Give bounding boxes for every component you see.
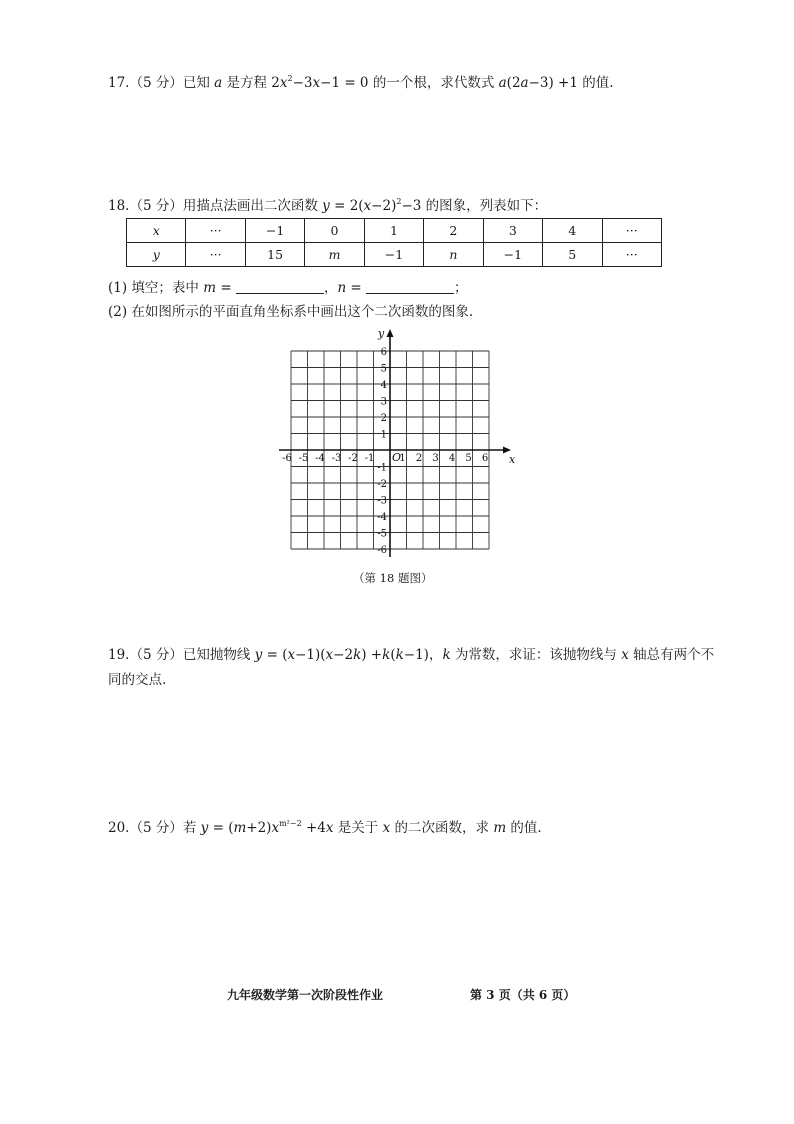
q20-exponent: m²−2 [279, 819, 302, 828]
q19-x3: x [621, 647, 629, 663]
table-cell: 3 [483, 219, 542, 243]
answer-blank-n[interactable] [366, 281, 454, 294]
q18-prefix: 18.（5 分）用描点法画出二次函数 [108, 198, 323, 214]
q19-prefix: 19.（5 分）已知抛物线 [108, 647, 255, 663]
q19-k4: k [442, 647, 451, 663]
axis-labels [282, 327, 516, 556]
q20-m1: m [233, 820, 247, 836]
part1-eq: = [216, 280, 236, 296]
x-tick-label: -4 [315, 453, 325, 464]
q19-x1: x [287, 647, 296, 663]
x-tick-label: 5 [465, 453, 472, 464]
table-header-x: x [152, 223, 160, 238]
table-row-x [127, 219, 662, 243]
q18-y: y [322, 198, 330, 214]
q17-eq-tail: −1 = 0 的一个根，求代数式 [320, 75, 499, 91]
y-tick-label: 3 [380, 396, 387, 408]
part1-prefix: (1) 填空；表中 [108, 280, 204, 296]
y-tick-label: -4 [377, 512, 387, 523]
table-cell: 15 [245, 243, 304, 267]
q17-x2: x [312, 75, 321, 91]
q18-part-2: (2) 在如图所示的平面直角坐标系中画出这个二次函数的图象. [108, 304, 474, 320]
q20-end: 的值. [506, 820, 542, 836]
table-cell [424, 243, 483, 267]
y-axis-label: y [378, 327, 385, 340]
table-cell: −1 [364, 243, 423, 267]
q20-mid: 是关于 [333, 820, 383, 836]
q17-a2: a [498, 75, 507, 91]
q17-eq-rest: −3 [292, 75, 313, 91]
q17-sq: 2 [287, 74, 293, 83]
q17-mid: 是方程 2 [222, 75, 280, 91]
part1-m: m [203, 280, 217, 296]
question-17 [108, 71, 614, 91]
q17-x1: x [279, 75, 288, 91]
q20-prefix: 20.（5 分）若 [108, 820, 201, 836]
x-tick-label: 4 [448, 453, 456, 464]
x-tick-label: -3 [331, 453, 342, 464]
question-19-line-2: 同的交点. [108, 672, 167, 688]
q19-y: y [254, 647, 263, 663]
q17-prefix: 17.（5 分）已知 [108, 75, 215, 91]
footer-page-number: 第 3 页（共 6 页） [470, 988, 576, 1002]
q18-part-1 [108, 276, 468, 296]
x-tick-label: -2 [348, 453, 358, 464]
q17-end: −3) +1 的值. [528, 75, 614, 91]
table-cell: ··· [186, 219, 245, 243]
q20-eq3: +4 [301, 820, 326, 836]
y-tick-label: 4 [380, 380, 387, 391]
q20-x3: x [382, 820, 391, 836]
origin-label: O [392, 451, 402, 464]
y-tick-label: -3 [377, 495, 387, 507]
q20-x1: x [271, 820, 280, 836]
table-cell [127, 243, 186, 267]
figure-caption: （第 18 题图） [353, 571, 433, 585]
table-cell: ··· [602, 243, 662, 267]
part1-end: ； [454, 280, 468, 296]
table-cell: 0 [305, 219, 364, 243]
y-axis-arrow-icon [387, 329, 394, 337]
q19-text-c: 轴总有两个不 [628, 647, 715, 663]
table-cell [305, 243, 364, 267]
table-cell-n: n [449, 247, 458, 262]
q18-fn1: = 2( [329, 198, 364, 214]
q20-mid2: 的二次函数，求 [390, 820, 494, 836]
x-tick-label: -1 [364, 453, 375, 464]
table-cell: −1 [245, 219, 304, 243]
table-cell: ··· [186, 243, 245, 267]
q18-x: x [363, 198, 372, 214]
part1-n: n [337, 280, 347, 296]
q19-eq4: ) + [361, 647, 383, 663]
q17-a3: a [520, 75, 529, 91]
q20-y: y [200, 820, 209, 836]
table-cell: −1 [483, 243, 542, 267]
x-tick-label: -6 [282, 453, 292, 464]
q19-text-b: 为常数，求证：该抛物线与 [450, 647, 622, 663]
q18-sq: 2 [396, 197, 402, 206]
y-tick-label: -5 [377, 528, 387, 540]
axes [279, 329, 511, 557]
x-tick-label: 3 [432, 453, 439, 464]
x-tick-label: 1 [399, 453, 406, 464]
x-tick-label: -5 [298, 453, 309, 464]
y-tick-label: 1 [380, 429, 387, 441]
table-cell: 1 [364, 219, 423, 243]
q19-eq2: −1)( [295, 647, 326, 663]
y-tick-label: 6 [380, 347, 387, 358]
footer-title: 九年级数学第一次阶段性作业 [227, 988, 384, 1002]
table-cell-m: m [328, 247, 341, 262]
q18-fn3: −3 的图象，列表如下： [401, 198, 548, 214]
q19-eq1: = ( [262, 647, 288, 663]
part1-sep: ， [323, 280, 338, 296]
question-18 [108, 194, 547, 214]
answer-blank-m[interactable] [236, 281, 324, 294]
q20-eq2: +2) [246, 820, 272, 836]
table-cell: 5 [543, 243, 602, 267]
part1-eq2: = [346, 280, 367, 296]
q17-var-a: a [214, 75, 223, 91]
y-tick-label: -2 [377, 479, 387, 490]
q17-paren: (2 [506, 75, 521, 91]
q19-x2: x [325, 647, 334, 663]
table-row-y [127, 243, 662, 267]
q20-eq1: = ( [208, 820, 234, 836]
table-cell: 2 [424, 219, 483, 243]
value-table [126, 218, 662, 267]
q19-k3: k [395, 647, 404, 663]
y-tick-label: 2 [380, 413, 387, 424]
q19-k2: k [382, 647, 391, 663]
table-cell: 4 [543, 219, 602, 243]
y-tick-label: -6 [377, 545, 387, 556]
table-cell [127, 219, 186, 243]
q19-eq6: −1)， [403, 647, 443, 663]
x-axis-label: x [509, 453, 516, 466]
x-tick-label: 2 [415, 453, 423, 464]
q18-fn2: −2) [371, 198, 397, 214]
question-19 [108, 643, 714, 663]
q20-m2: m [493, 820, 507, 836]
y-tick-label: -1 [377, 462, 387, 474]
q19-eq3: −2 [333, 647, 354, 663]
q20-x2: x [325, 820, 334, 836]
y-tick-label: 5 [380, 363, 387, 375]
x-tick-label: 6 [481, 453, 489, 464]
table-cell: ··· [602, 219, 662, 243]
table-header-y: y [152, 247, 160, 262]
question-20 [108, 816, 542, 836]
q19-eq5: ( [390, 647, 396, 663]
q19-k1: k [353, 647, 362, 663]
coordinate-grid [268, 322, 528, 572]
